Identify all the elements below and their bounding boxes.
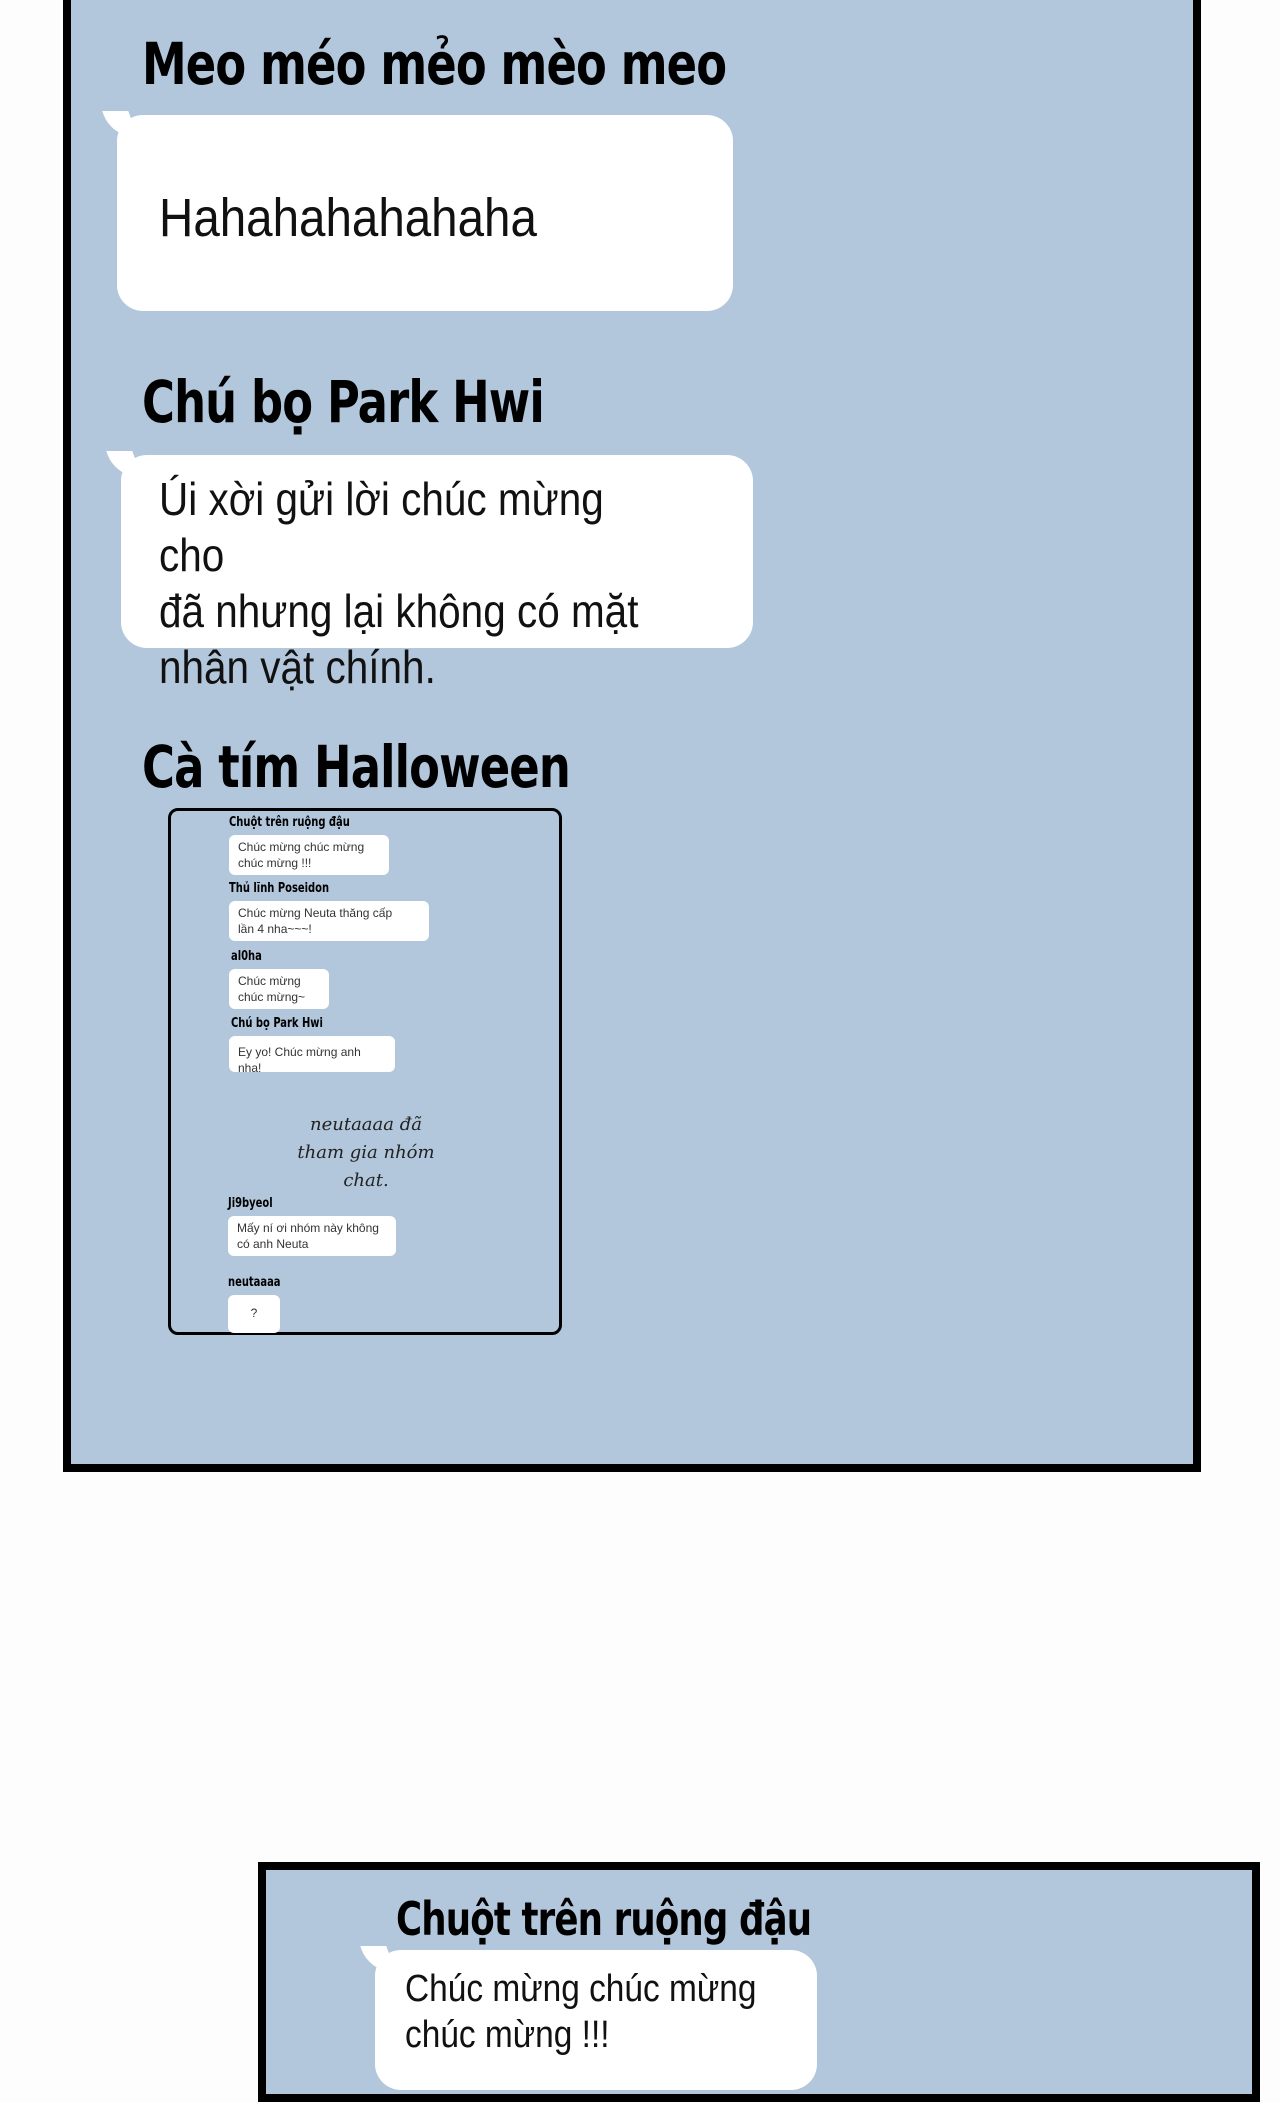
- mini-sender-name: Chú bọ Park Hwi: [231, 1016, 323, 1031]
- mini-message-bubble: Chúc mừng chúc mừng~: [229, 969, 329, 1009]
- message-text: Chúc mừng chúc mừng chúc mừng !!!: [405, 1968, 757, 2056]
- message-bubble: [121, 455, 753, 693]
- mini-sender-name: Chuột trên ruộng đậu: [229, 815, 350, 830]
- mini-sender-name: neutaaaa: [228, 1275, 281, 1290]
- mini-message-bubble: Chúc mừng Neuta thăng cấp lần 4 nha~~~!: [229, 901, 429, 941]
- sender-name: Meo méo mẻo mèo meo: [142, 30, 727, 98]
- system-message: neutaaaa đã tham gia nhóm chat.: [297, 1114, 435, 1191]
- sender-name: Chú bọ Park Hwi: [142, 368, 544, 436]
- mini-message-bubble: Mấy ní ơi nhóm này không có anh Neuta: [228, 1216, 396, 1256]
- message-text: Hahahahahahaha: [159, 188, 537, 248]
- mini-sender-name: Ji9byeol: [228, 1196, 273, 1211]
- mini-sender-name: al0ha: [231, 949, 262, 964]
- mini-message-bubble: Chúc mừng chúc mừng chúc mừng !!!: [229, 835, 389, 875]
- message-bubble: [117, 115, 733, 311]
- sender-name: Chuột trên ruộng đậu: [396, 1892, 812, 1946]
- mini-sender-name: Thủ lĩnh Poseidon: [229, 881, 330, 896]
- mini-message-bubble: Ey yo! Chúc mừng anh nha!: [229, 1036, 395, 1072]
- message-text: Úi xời gửi lời chúc mừng cho đã nhưng lại không có mặt nhân vật chính.: [159, 473, 639, 693]
- message-bubble: [375, 1950, 817, 2090]
- mini-message-bubble: ?: [228, 1295, 280, 1333]
- sender-name: Cà tím Halloween: [142, 733, 570, 801]
- embedded-chat-screenshot: [168, 808, 562, 1335]
